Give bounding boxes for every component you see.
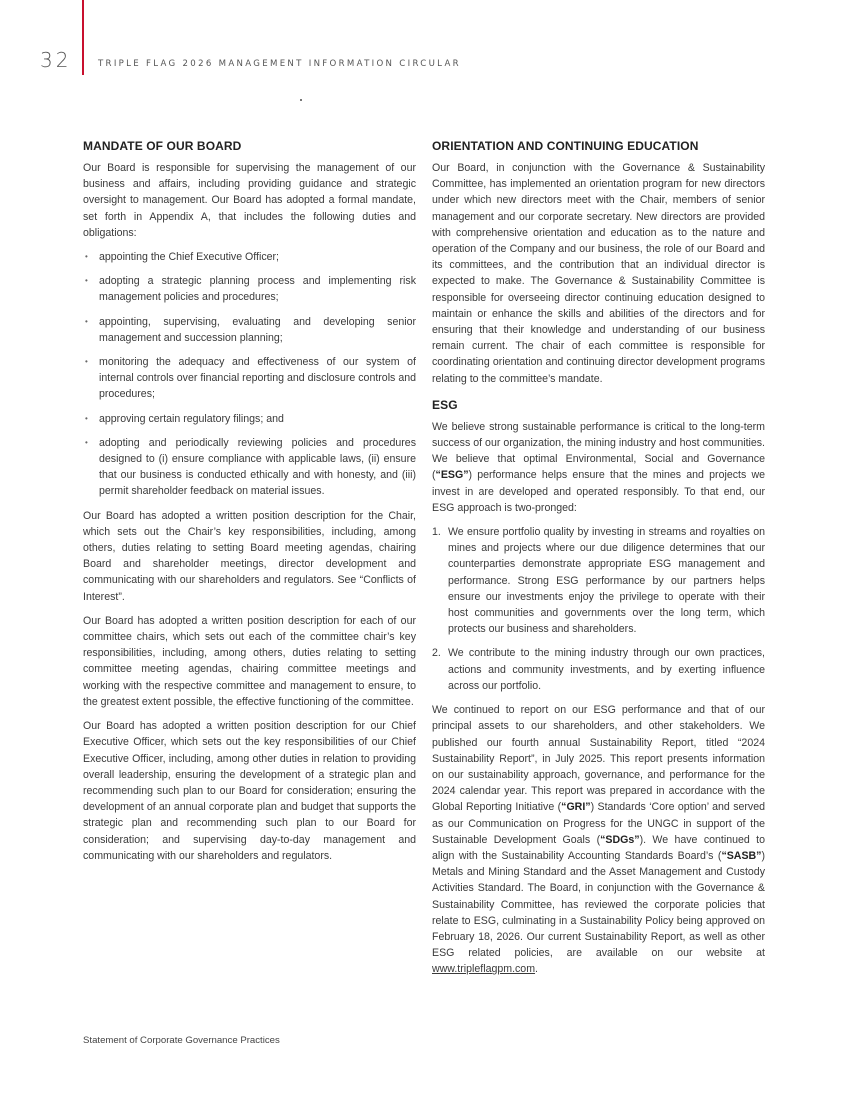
sasb-defined-term: “SASB”	[721, 849, 762, 862]
gri-defined-term: “GRI”	[561, 801, 591, 814]
page-number: 32	[40, 48, 72, 72]
list-item: • monitoring the adequacy and effectiveness of our system of internal controls over financial reporting and disclosure controls and procedures;	[83, 354, 416, 403]
website-link[interactable]: www.tripleflagpm.com	[432, 963, 536, 976]
chair-position-paragraph: Our Board has adopted a written position description for the Chair, which sets out the Chair’s key responsibilities, including, among others, duties relating to setting Board meeting agendas, chairing Board and shareholder meetings, director development and communicating with our shareholders and regulators. See “Conflicts of Interest”.	[83, 509, 416, 603]
esg-intro-paragraph: We believe strong sustainable performance is critical to the long-term success of our organization, the mining industry and host communities. We believe that optimal Environmental, Social and Governance (“ESG”) performance helps ensure that the mines and projects we invest in are developed and operated responsibly. To that end, our ESG approach is two-pronged:	[432, 420, 765, 514]
list-item: 2. We contribute to the mining industry through our own practices, actions and community investments, and by exerting influence across our portfolio.	[432, 647, 765, 692]
mandate-heading: MANDATE OF OUR BOARD	[83, 139, 242, 153]
list-item: • appointing the Chief Executive Officer;	[83, 249, 416, 265]
right-column	[432, 138, 765, 986]
ceo-position-paragraph: Our Board has adopted a written position description for our Chief Executive Officer, which sets out the key responsibilities of our Chief Executive Officer, including, among other duties in relation to providing overall leadership, ensuring the development of a strategic plan and recommending such plan to our Board for consideration; ensuring the development of an annual corporate plan and budget that supports the strategic plan and recommending such plan to our Board for consideration; and supervising day-to-day management and communicating with our shareholders and regulators.	[83, 720, 416, 862]
running-header-title: TRIPLE FLAG 2026 MANAGEMENT INFORMATION CIRCULAR	[98, 59, 461, 69]
esg-approach-list	[432, 524, 765, 694]
list-item: • appointing, supervising, evaluating and developing senior management and succession planning;	[83, 314, 416, 346]
esg-defined-term: “ESG”	[435, 469, 469, 482]
esg-reporting-paragraph: We continued to report on our ESG performance and that of our principal assets to our shareholders, and other stakeholders. We published our fourth annual Sustainability Report, titled “2024 Sustainability Report”, in July 2025. This report presents information on our sustainability approach, governance, and performance for the 2024 calendar year. This report was prepared in accordance with the Global Reporting Initiative (“GRI”) Standards ‘Core option’ and served as our Communication on Progress for the UNGC in support of the Sustainable Development Goals (“SDGs”). We have continued to align with the Sustainability Accounting Standards Board’s (“SASB”) Metals and Mining Standard and the Asset Management and Custody Activities Standard. The Board, in conjunction with the Governance & Sustainability Committee, has reviewed the corporate policies that relate to ESG, culminating in a Sustainability Policy being approved on February 18, 2026. Our current Sustainability Report, as well as other ESG related policies, are available on our website at www.tripleflagpm.com.	[432, 704, 765, 976]
orientation-heading: ORIENTATION AND CONTINUING EDUCATION	[432, 139, 699, 153]
list-item: • adopting a strategic planning process and implementing risk management policies and procedures;	[83, 273, 416, 305]
mandate-intro: Our Board is responsible for supervising the management of our business and affairs, including providing guidance and strategic oversight to management. Our Board has adopted a formal mandate, set forth in Appendix A, that includes the following duties and obligations:	[83, 162, 416, 239]
list-item: • approving certain regulatory filings; and	[83, 411, 416, 427]
sdgs-defined-term: “SDGs”	[600, 833, 640, 846]
orientation-paragraph: Our Board, in conjunction with the Governance & Sustainability Committee, has implemented an orientation program for new directors under which new directors meet with the Chair, members of senior management and our corporate secretary. New directors are provided with comprehensive orientation and education as to the nature and operation of the Company and our business, the role of our Board and its committees, and the contribution that an individual director is expected to make. The Governance & Sustainability Committee is responsible for overseeing director continuing education designed to maintain or enhance the skills and abilities of the directors and for ensuring that their knowledge and understanding of our business remain current. The chair of each committee is responsible for coordinating orientation and continuing director development programs relating to the committee’s mandate.	[432, 162, 765, 385]
mandate-duties-list	[83, 249, 416, 500]
left-column	[83, 138, 416, 872]
list-item: • adopting and periodically reviewing policies and procedures designed to (i) ensure compliance with applicable laws, (ii) ensure that our business is conducted ethically and with honesty, and (iii) permit shareholder feedback on material issues.	[83, 435, 416, 500]
esg-heading: ESG	[432, 397, 458, 412]
footer-section-title: Statement of Corporate Governance Practices	[83, 1035, 280, 1046]
stray-dot	[300, 99, 302, 101]
header-accent-line	[82, 0, 84, 75]
committee-chairs-paragraph: Our Board has adopted a written position description for each of our committee chairs, which sets out each of the committee chair’s key responsibilities, including, among others, duties relating to setting committee meeting agendas, chairing committee meetings and working with the respective committee and management to ensure, to the greatest extent possible, the effective functioning of the committee.	[83, 614, 416, 708]
list-item: 1. We ensure portfolio quality by investing in streams and royalties on mines and projects where our due diligence determines that our counterparties demonstrate appropriate ESG management and performance. Strong ESG performance by our partners helps ensure our investments enjoy the privilege to operate with their host communities and governments over the long term, which protects our business and shareholders.	[432, 526, 765, 636]
